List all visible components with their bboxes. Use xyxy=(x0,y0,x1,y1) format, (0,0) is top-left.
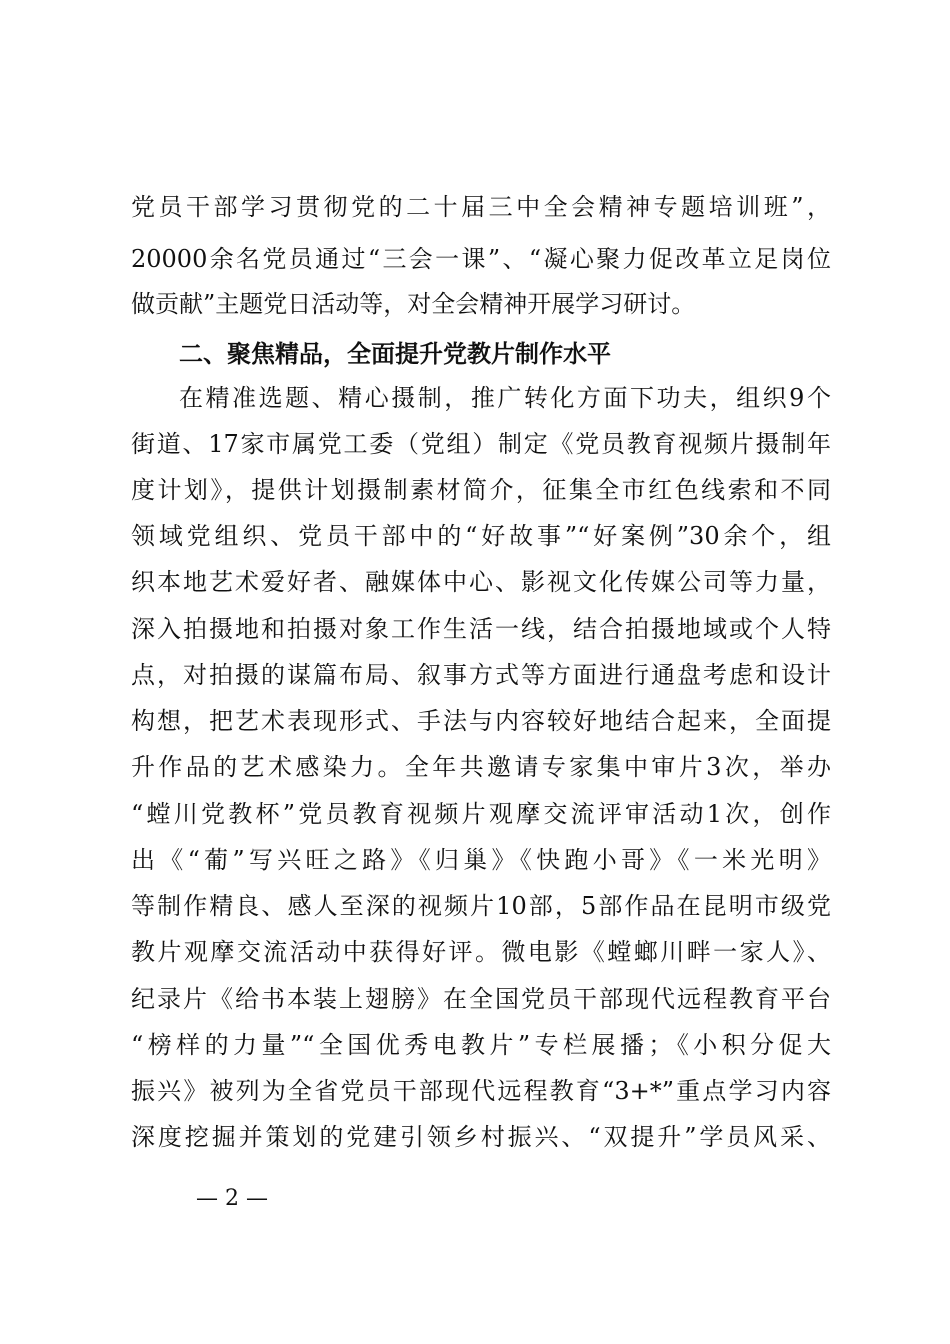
paragraph-line: 领域党组织、党员干部中的“好故事”“好案例”30余个，组 xyxy=(131,522,831,550)
paragraph-line: 振兴》被列为全省党员干部现代远程教育“3+*”重点学习内容 xyxy=(131,1077,831,1105)
paragraph-line: 在精准选题、精心摄制，推广转化方面下功夫，组织9个 xyxy=(179,384,831,412)
paragraph-line: 教片观摩交流活动中获得好评。微电影《螳螂川畔一家人》、 xyxy=(131,938,831,966)
paragraph-line: 点，对拍摄的谋篇布局、叙事方式等方面进行通盘考虑和设计 xyxy=(131,661,831,689)
paragraph-line: 升作品的艺术感染力。全年共邀请专家集中审片3次，举办 xyxy=(131,753,831,781)
paragraph-line: “螳川党教杯”党员教育视频片观摩交流评审活动1次，创作 xyxy=(131,800,831,828)
paragraph-line: 深入拍摄地和拍摄对象工作生活一线，结合拍摄地域或个人特 xyxy=(131,615,831,643)
paragraph-line: 纪录片《给书本装上翅膀》在全国党员干部现代远程教育平台 xyxy=(131,985,831,1013)
paragraph-line: 出《“葡”写兴旺之路》《归巢》《快跑小哥》《一米光明》 xyxy=(131,846,831,874)
section-heading: 二、聚焦精品，全面提升党教片制作水平 xyxy=(179,340,611,368)
paragraph-line: 20000余名党员通过“三会一课”、“凝心聚力促改革立足岗位 xyxy=(131,245,831,273)
paragraph-line: 构想，把艺术表现形式、手法与内容较好地结合起来，全面提 xyxy=(131,707,831,735)
paragraph-line: 深度挖掘并策划的党建引领乡村振兴、“双提升”学员风采、 xyxy=(131,1123,831,1151)
paragraph-line: 街道、17家市属党工委（党组）制定《党员教育视频片摄制年 xyxy=(131,430,831,458)
paragraph-line: 等制作精良、感人至深的视频片10部，5部作品在昆明市级党 xyxy=(131,892,831,920)
paragraph-line: 织本地艺术爱好者、融媒体中心、影视文化传媒公司等力量， xyxy=(131,568,831,596)
paragraph-line: 党员干部学习贯彻党的二十届三中全会精神专题培训班”， xyxy=(131,193,831,221)
paragraph-line: “榜样的力量”“全国优秀电教片”专栏展播；《小积分促大 xyxy=(131,1031,831,1059)
page-number: — 2 — xyxy=(196,1186,268,1211)
paragraph-line: 度计划》，提供计划摄制素材简介，征集全市红色线索和不同 xyxy=(131,476,831,504)
paragraph-line: 做贡献”主题党日活动等，对全会精神开展学习研讨。 xyxy=(131,290,696,318)
